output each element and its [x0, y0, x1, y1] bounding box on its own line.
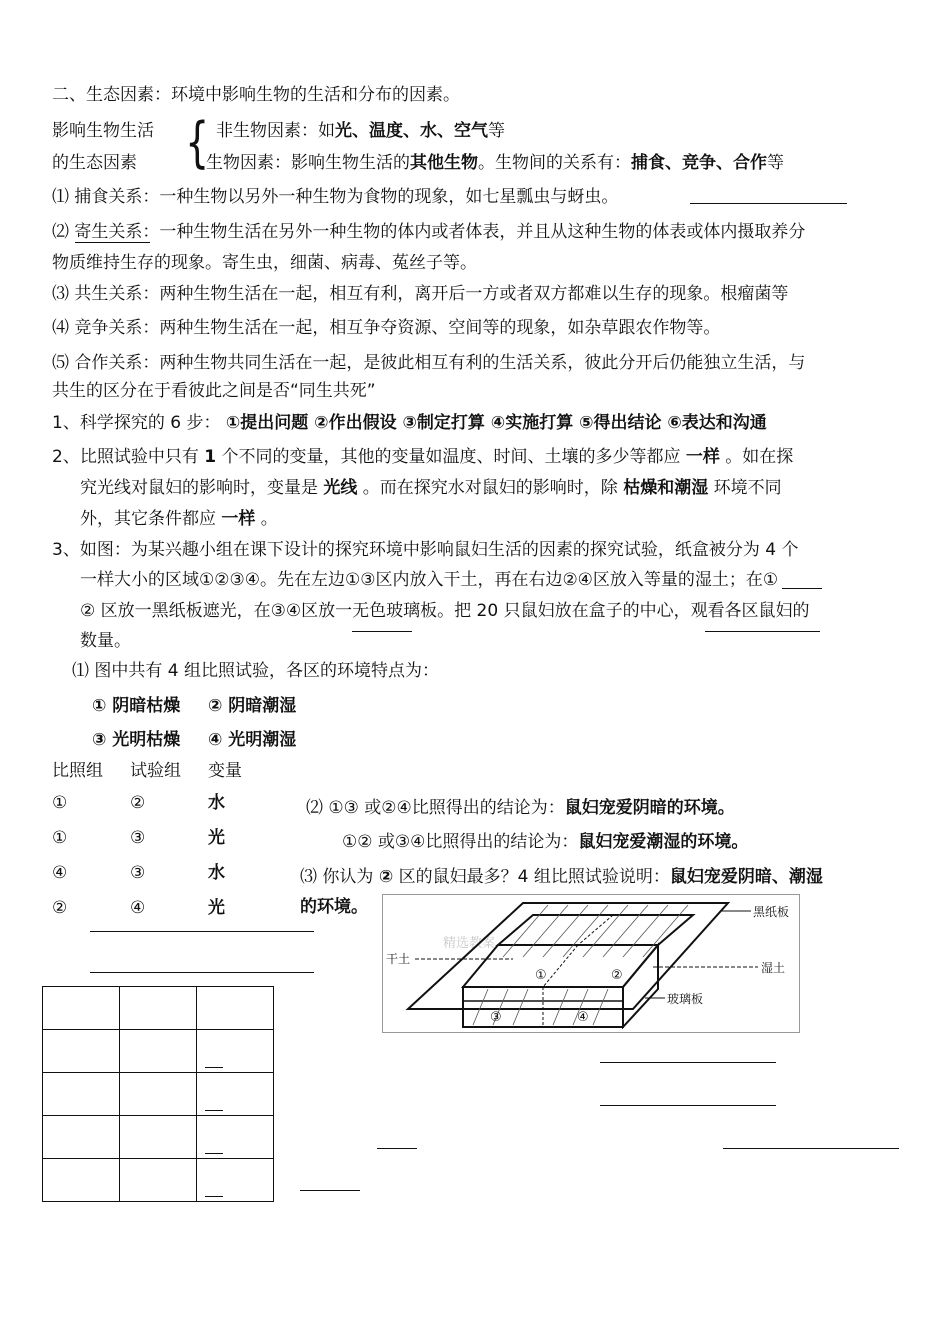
table-row [43, 1116, 274, 1159]
woodlouse-experiment-figure [382, 894, 800, 1033]
conclusion-moist: ①② 或③④比照得出的结论为：鼠妇宠爱潮湿的环境。 [342, 832, 749, 852]
table-row [43, 1159, 274, 1202]
abiotic-factors: 非生物因素：如光、温度、水、空气等 [216, 121, 505, 141]
compare-cell: ① [52, 828, 68, 848]
relation-cooperation-2: 共生的区分在于看彼此之间是否“同生共死” [52, 381, 376, 401]
question-2-line-2: 究光线对鼠妇的影响时，变量是 光线 。而在探究水对鼠妇的影响时，除 枯燥和潮湿 环境不同 [80, 478, 782, 498]
answer-blank [90, 931, 314, 932]
blank-answer-table [42, 986, 274, 1202]
question-2-line-1: 2、比照试验中只有 1 个不同的变量，其他的变量如温度、时间、土壤的多少等都应 一样 。如在探 [52, 447, 794, 467]
table-row [43, 1073, 274, 1116]
compare-cell: 水 [208, 793, 225, 813]
answer-blank [600, 1062, 776, 1063]
compare-cell: 光 [208, 898, 225, 918]
conclusion-dark: ⑵ ①③ 或②④比照得出的结论为：鼠妇宠爱阴暗的环境。 [306, 798, 735, 818]
table-row [43, 987, 274, 1030]
zone-1-label: ① [535, 968, 547, 983]
biotic-factors: 生物因素：影响生物生活的其他生物。生物间的关系有：捕食、竞争、合作等 [206, 153, 784, 173]
factors-label-2: 的生态因素 [52, 153, 137, 173]
compare-cell: ④ [130, 898, 146, 918]
label-dry-soil: 干土 [386, 952, 411, 966]
question-3-line-4: 数量。 [80, 631, 131, 651]
answer-blank [600, 1105, 776, 1106]
answer-blank [723, 1148, 899, 1149]
compare-header-test: 试验组 [130, 761, 181, 781]
question-2-line-3: 外，其它条件都应 一样 。 [80, 509, 278, 529]
compare-cell: ② [52, 898, 68, 918]
question-3-line-2: 一样大小的区域①②③④。先在左边①③区内放入干土，再在右边②④区放入等量的湿土；在① [80, 570, 779, 590]
zone-4-label: ④ [577, 1010, 589, 1025]
answer-blank [690, 203, 847, 204]
compare-header-variable: 变量 [208, 761, 242, 781]
underline [782, 588, 822, 589]
underline [75, 242, 150, 243]
relation-cooperation-1: ⑸ 合作关系：两种生物共同生活在一起，是彼此相互有利的生活关系，彼此分开后仍能独立生活，与 [52, 353, 806, 373]
answer-blank [90, 972, 314, 973]
factors-label-1: 影响生物生活 [52, 121, 154, 141]
compare-cell: ① [52, 793, 68, 813]
env-zone-4: ④ 光明潮湿 [208, 730, 297, 750]
compare-cell: ③ [130, 863, 146, 883]
brace-icon: { [185, 111, 210, 174]
answer-blank [352, 631, 412, 632]
compare-cell: 光 [208, 828, 225, 848]
question-3-line-3: ② 区放一黑纸板遮光，在③④区放一无色玻璃板。把 20 只鼠妇放在盒子的中心，观看各区鼠妇的 [80, 601, 810, 621]
compare-cell: ③ [130, 828, 146, 848]
relation-competition: ⑷ 竞争关系：两种生物生活在一起，相互争夺资源、空间等的现象，如杂草跟农作物等。 [52, 318, 721, 338]
compare-cell: ② [130, 793, 146, 813]
question-3-sub-3: ⑶ 你认为 ② 区的鼠妇最多？4 组比照试验说明：鼠妇宠爱阴暗、潮湿 [300, 867, 823, 887]
label-wet-soil: 湿土 [761, 961, 786, 975]
experiment-box-diagram [383, 895, 799, 1032]
section-title: 二、生态因素：环境中影响生物的生活和分布的因素。 [52, 85, 460, 105]
answer-blank [300, 1190, 360, 1191]
relation-parasitism-1: ⑵ 寄生关系：一种生物生活在另外一种生物的体内或者体表，并且从这种生物的体表或体内摄取养分 [52, 222, 806, 242]
question-3-sub-1: ⑴ 图中共有 4 组比照试验，各区的环境特点为： [72, 661, 440, 681]
question-3-line-1: 3、如图：为某兴趣小组在课下设计的探究环境中影响鼠妇生活的因素的探究试验，纸盒被分为 4 个 [52, 540, 799, 560]
answer-blank [377, 1148, 417, 1149]
relation-predation: ⑴ 捕食关系：一种生物以另外一种生物为食物的现象，如七星瓢虫与蚜虫。 [52, 187, 619, 207]
zone-2-label: ② [611, 968, 623, 983]
question-1: 1、科学探究的 6 步： ①提出问题 ②作出假设 ③制定打算 ④实施打算 ⑤得出结论 ⑥表达和沟通 [52, 413, 767, 433]
env-zone-3: ③ 光明枯燥 [92, 730, 181, 750]
env-zone-1: ① 阴暗枯燥 [92, 696, 181, 716]
label-black-board: 黑纸板 [753, 905, 790, 919]
compare-cell: ④ [52, 863, 68, 883]
label-glass-board: 玻璃板 [667, 992, 704, 1006]
watermark-text: 精选教案 [443, 936, 496, 951]
relation-parasitism-2: 物质维持生存的现象。寄生虫，细菌、病毒、菟丝子等。 [52, 253, 477, 273]
answer-blank [705, 631, 820, 632]
question-3-sub-3-end: 的环境。 [300, 897, 368, 917]
table-row [43, 1030, 274, 1073]
compare-cell: 水 [208, 863, 225, 883]
hatching-lines [473, 905, 688, 1025]
env-zone-2: ② 阴暗潮湿 [208, 696, 297, 716]
zone-3-label: ③ [490, 1010, 502, 1025]
compare-header-control: 比照组 [52, 761, 103, 781]
relation-symbiosis: ⑶ 共生关系：两种生物生活在一起，相互有利，离开后一方或者双方都难以生存的现象。根瘤菌等 [52, 284, 789, 304]
